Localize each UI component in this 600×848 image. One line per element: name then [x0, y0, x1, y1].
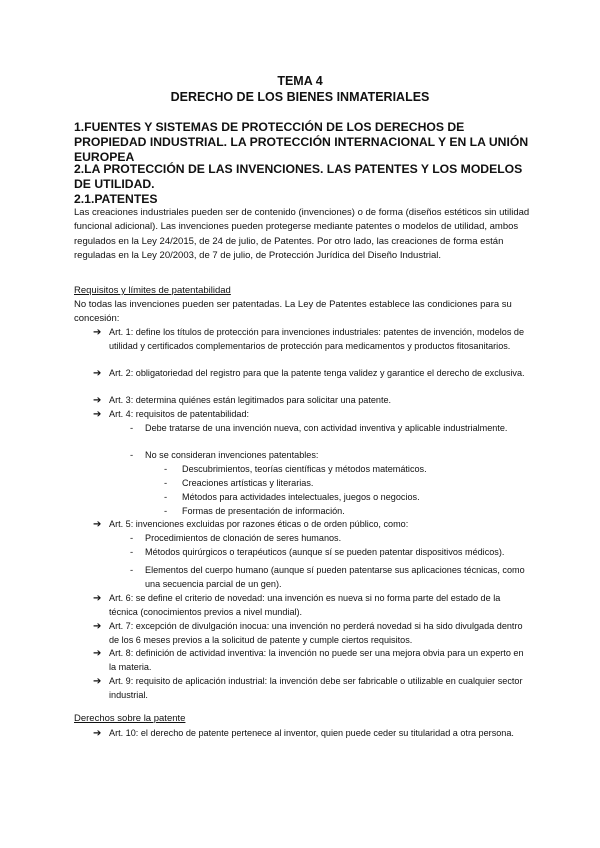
arrow-bullet-icon: ➔	[93, 593, 102, 604]
dash-bullet: -	[130, 450, 134, 461]
dash-bullet: -	[164, 464, 168, 475]
section-2-heading: 2.LA PROTECCIÓN DE LAS INVENCIONES. LAS PATENTES Y LOS MODELOS DE UTILIDAD.	[74, 162, 523, 191]
art-4-nested-item: Formas de presentación de información.	[182, 506, 345, 516]
dash-bullet: -	[164, 506, 168, 517]
dash-bullet: -	[130, 533, 134, 544]
dash-bullet: -	[130, 565, 134, 576]
art-5-item: Art. 5: invenciones excluidas por razones éticas o de orden público, como:	[109, 519, 409, 529]
art-5-sub-item: Métodos quirúrgicos o terapéuticos (aunque sí se pueden patentar dispositivos médicos).	[145, 547, 505, 557]
requisitos-heading: Requisitos y límites de patentabilidad	[74, 285, 231, 296]
art-4-sub-item: No se consideran invenciones patentables:	[145, 450, 319, 460]
patentes-intro-paragraph: Las creaciones industriales pueden ser de contenido (invenciones) o de forma (diseños estéticos sin utilidad funcional adicional). Las invenciones pueden protegerse mediante patentes o modelos de utilidad, ambos regulados en la Ley 24/2015, de 24 de julio, de Patentes. Por otro lado, las creaciones de forma están reguladas en la Ley 20/2003, de 7 de julio, de Protección Jurídica del Diseño Industrial.	[74, 207, 530, 262]
art-4-nested-item: Creaciones artísticas y literarias.	[182, 478, 314, 488]
art-1-item: Art. 1: define los títulos de protección para invenciones industriales: patentes de invención, modelos de utilidad y certificados complementarios de protección para medicamentos y productos fitosanitarios.	[109, 327, 525, 351]
arrow-bullet-icon: ➔	[93, 621, 102, 632]
art-8-item: Art. 8: definición de actividad inventiva: la invención no puede ser una mejora obvia para un experto en la materia.	[109, 648, 524, 672]
arrow-bullet-icon: ➔	[93, 409, 102, 420]
art-10-item: Art. 10: el derecho de patente pertenece al inventor, quien puede ceder su titularidad a otra persona.	[109, 728, 514, 738]
section-2-1-heading: 2.1.PATENTES	[74, 192, 158, 206]
arrow-bullet-icon: ➔	[93, 676, 102, 687]
document-title: TEMA 4	[277, 74, 323, 88]
art-7-item: Art. 7: excepción de divulgación inocua: una invención no perderá novedad si ha sido divulgada dentro de los 6 meses previos a la solicitud de patente y cumple ciertos requisitos.	[109, 621, 523, 645]
art-6-item: Art. 6: se define el criterio de novedad: una invención es nueva si no forma parte del estado de la técnica (conocimientos previos a nivel mundial).	[109, 593, 501, 617]
arrow-bullet-icon: ➔	[93, 395, 102, 406]
dash-bullet: -	[130, 547, 134, 558]
dash-bullet: -	[164, 478, 168, 489]
art-5-sub-item: Elementos del cuerpo humano (aunque sí pueden patentarse sus aplicaciones técnicas, como una secuencia parcial de un gen).	[145, 565, 525, 589]
art-4-sub-item: Debe tratarse de una invención nueva, con actividad inventiva y aplicable industrialmente.	[145, 423, 508, 433]
arrow-bullet-icon: ➔	[93, 368, 102, 379]
document-subtitle: DERECHO DE LOS BIENES INMATERIALES	[170, 90, 430, 104]
dash-bullet: -	[164, 492, 168, 503]
arrow-bullet-icon: ➔	[93, 327, 102, 338]
derechos-heading: Derechos sobre la patente	[74, 713, 186, 724]
requisitos-intro-paragraph: No todas las invenciones pueden ser patentadas. La Ley de Patentes establece las condiciones para su concesión:	[74, 299, 512, 325]
section-1-heading: 1.FUENTES Y SISTEMAS DE PROTECCIÓN DE LOS DERECHOS DE PROPIEDAD INDUSTRIAL. LA PROTECCIÓN INTERNACIONAL Y EN LA UNIÓN EUROPEA	[74, 120, 529, 164]
art-4-nested-item: Métodos para actividades intelectuales, juegos o negocios.	[182, 492, 420, 502]
art-5-sub-item: Procedimientos de clonación de seres humanos.	[145, 533, 342, 543]
art-2-item: Art. 2: obligatoriedad del registro para que la patente tenga validez y garantice el derecho de exclusiva.	[109, 368, 525, 378]
art-4-item: Art. 4: requisitos de patentabilidad:	[109, 409, 250, 419]
dash-bullet: -	[130, 423, 134, 434]
arrow-bullet-icon: ➔	[93, 519, 102, 530]
art-9-item: Art. 9: requisito de aplicación industrial: la invención debe ser fabricable o utilizable en cualquier sector industrial.	[109, 676, 523, 700]
art-3-item: Art. 3: determina quiénes están legitimados para solicitar una patente.	[109, 395, 392, 405]
arrow-bullet-icon: ➔	[93, 648, 102, 659]
arrow-bullet-icon: ➔	[93, 728, 102, 739]
art-4-nested-item: Descubrimientos, teorías científicas y métodos matemáticos.	[182, 464, 427, 474]
